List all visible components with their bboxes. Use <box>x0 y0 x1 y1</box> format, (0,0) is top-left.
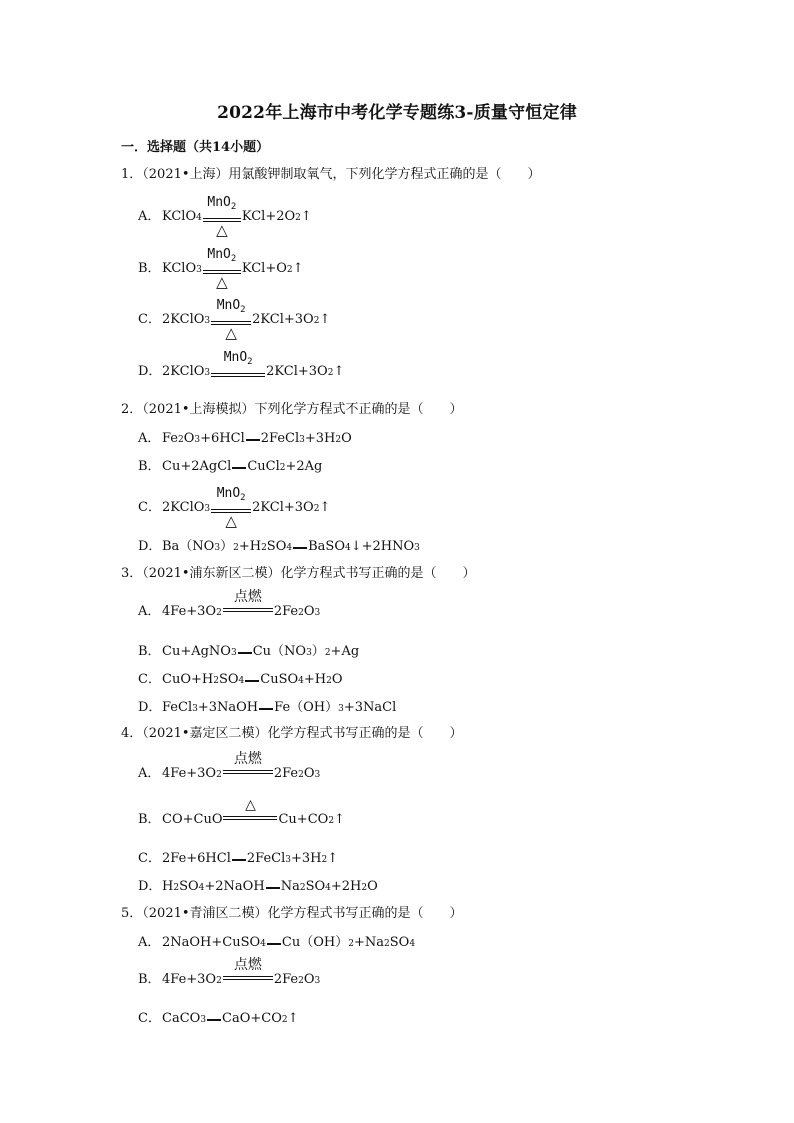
gas-arrow-icon: ↑ <box>319 500 331 515</box>
heat-triangle-icon: △ <box>245 797 256 813</box>
q3-option-c[interactable]: C．CuO+H 2 SO 4 CuSO 4 +H 2 O <box>138 672 343 687</box>
reaction-condition: MnO$_2$ △ <box>203 209 241 247</box>
q2-option-a[interactable]: A． Fe 2 O 3 +6HCl 2FeCl 3 +3H 2 O <box>138 431 352 446</box>
q2-option-c[interactable]: C． 2KClO 3 MnO$_2$ △ 2KCl+3O 2 ↑ <box>138 496 330 538</box>
q3-option-d[interactable]: D．FeCl 3 +3NaOH Fe（OH） 3 +3NaCl <box>138 700 397 715</box>
q1-option-a[interactable]: A． KClO 4 MnO$_2$ △ KCl+2O 2 ↑ <box>138 205 312 247</box>
reaction-condition: MnO$_2$ △ <box>211 312 251 350</box>
q4-option-d[interactable]: D．H 2 SO 4 +2NaOH Na 2 SO 4 +2H 2 O <box>138 879 378 894</box>
gas-arrow-icon: ↑ <box>292 261 304 276</box>
question-4-stem: 4．（2021•嘉定区二模）化学方程式书写正确的是（ ） <box>121 726 463 741</box>
q4-option-b[interactable]: B．CO+CuO △ Cu+CO 2 ↑ <box>138 808 345 831</box>
gas-arrow-icon: ↑ <box>333 364 345 379</box>
section-heading: 一．选择题（共14小题） <box>121 140 270 155</box>
q3-option-b[interactable]: B．Cu+AgNO 3 Cu（NO 3 ） 2 +Ag <box>138 644 360 659</box>
q5-option-a[interactable]: A． 2NaOH+CuSO 4 Cu（OH） 2 +Na 2 SO 4 <box>138 935 416 950</box>
heat-triangle-icon: △ <box>216 273 228 291</box>
gas-arrow-icon: ↑ <box>300 209 312 224</box>
question-1-stem: 1．（2021•上海）用氯酸钾制取氧气，下列化学方程式正确的是（ ） <box>121 167 541 182</box>
q5-option-c[interactable]: C．CaCO 3 CaO+CO 2 ↑ <box>138 1011 299 1026</box>
reaction-condition: MnO$_2$ <box>211 364 265 388</box>
q2-option-d[interactable]: D．Ba（NO 3 ） 2 +H 2 SO 4 BaSO 4 ↓+2HNO 3 <box>138 539 420 554</box>
page-title: 2022年上海市中考化学专题练3-质量守恒定律 <box>217 103 577 123</box>
reaction-condition: 点燃 <box>223 972 273 991</box>
reaction-condition: 点燃 <box>223 604 273 623</box>
question-2-stem: 2．（2021•上海模拟）下列化学方程式不正确的是（ ） <box>121 402 463 417</box>
reaction-condition: MnO$_2$ △ <box>203 261 241 299</box>
reaction-condition: 点燃 <box>223 766 273 785</box>
heat-triangle-icon: △ <box>225 512 237 530</box>
reaction-condition <box>223 797 277 831</box>
q3-option-a[interactable]: A． 4Fe+3O 2 点燃 2Fe 2 O 3 <box>138 600 320 623</box>
heat-triangle-icon: △ <box>216 221 228 239</box>
q1-option-d[interactable]: D． 2KClO 3 MnO$_2$ 2KCl+3O 2 ↑ <box>138 360 344 388</box>
q2-option-b[interactable]: B．Cu+2AgCl CuCl 2 +2Ag <box>138 459 323 474</box>
q1-option-c[interactable]: C． 2KClO 3 MnO$_2$ △ 2KCl+3O 2 ↑ <box>138 308 330 350</box>
reaction-condition: MnO$_2$ △ <box>211 500 251 538</box>
q4-option-c[interactable]: C．2Fe+6HCl 2FeCl 3 +3H 2 ↑ <box>138 851 339 866</box>
question-3-stem: 3．（2021•浦东新区二模）化学方程式书写正确的是（ ） <box>121 566 476 581</box>
q1-option-b[interactable]: B． KClO 3 MnO$_2$ △ KCl+O 2 ↑ <box>138 257 304 299</box>
gas-arrow-icon: ↑ <box>319 312 331 327</box>
heat-triangle-icon: △ <box>225 324 237 342</box>
q4-option-a[interactable]: A． 4Fe+3O 2 点燃 2Fe 2 O 3 <box>138 762 320 785</box>
question-5-stem: 5．（2021•青浦区二模）化学方程式书写正确的是（ ） <box>121 906 463 921</box>
q5-option-b[interactable]: B．4Fe+3O 2 点燃 2Fe 2 O 3 <box>138 968 320 991</box>
